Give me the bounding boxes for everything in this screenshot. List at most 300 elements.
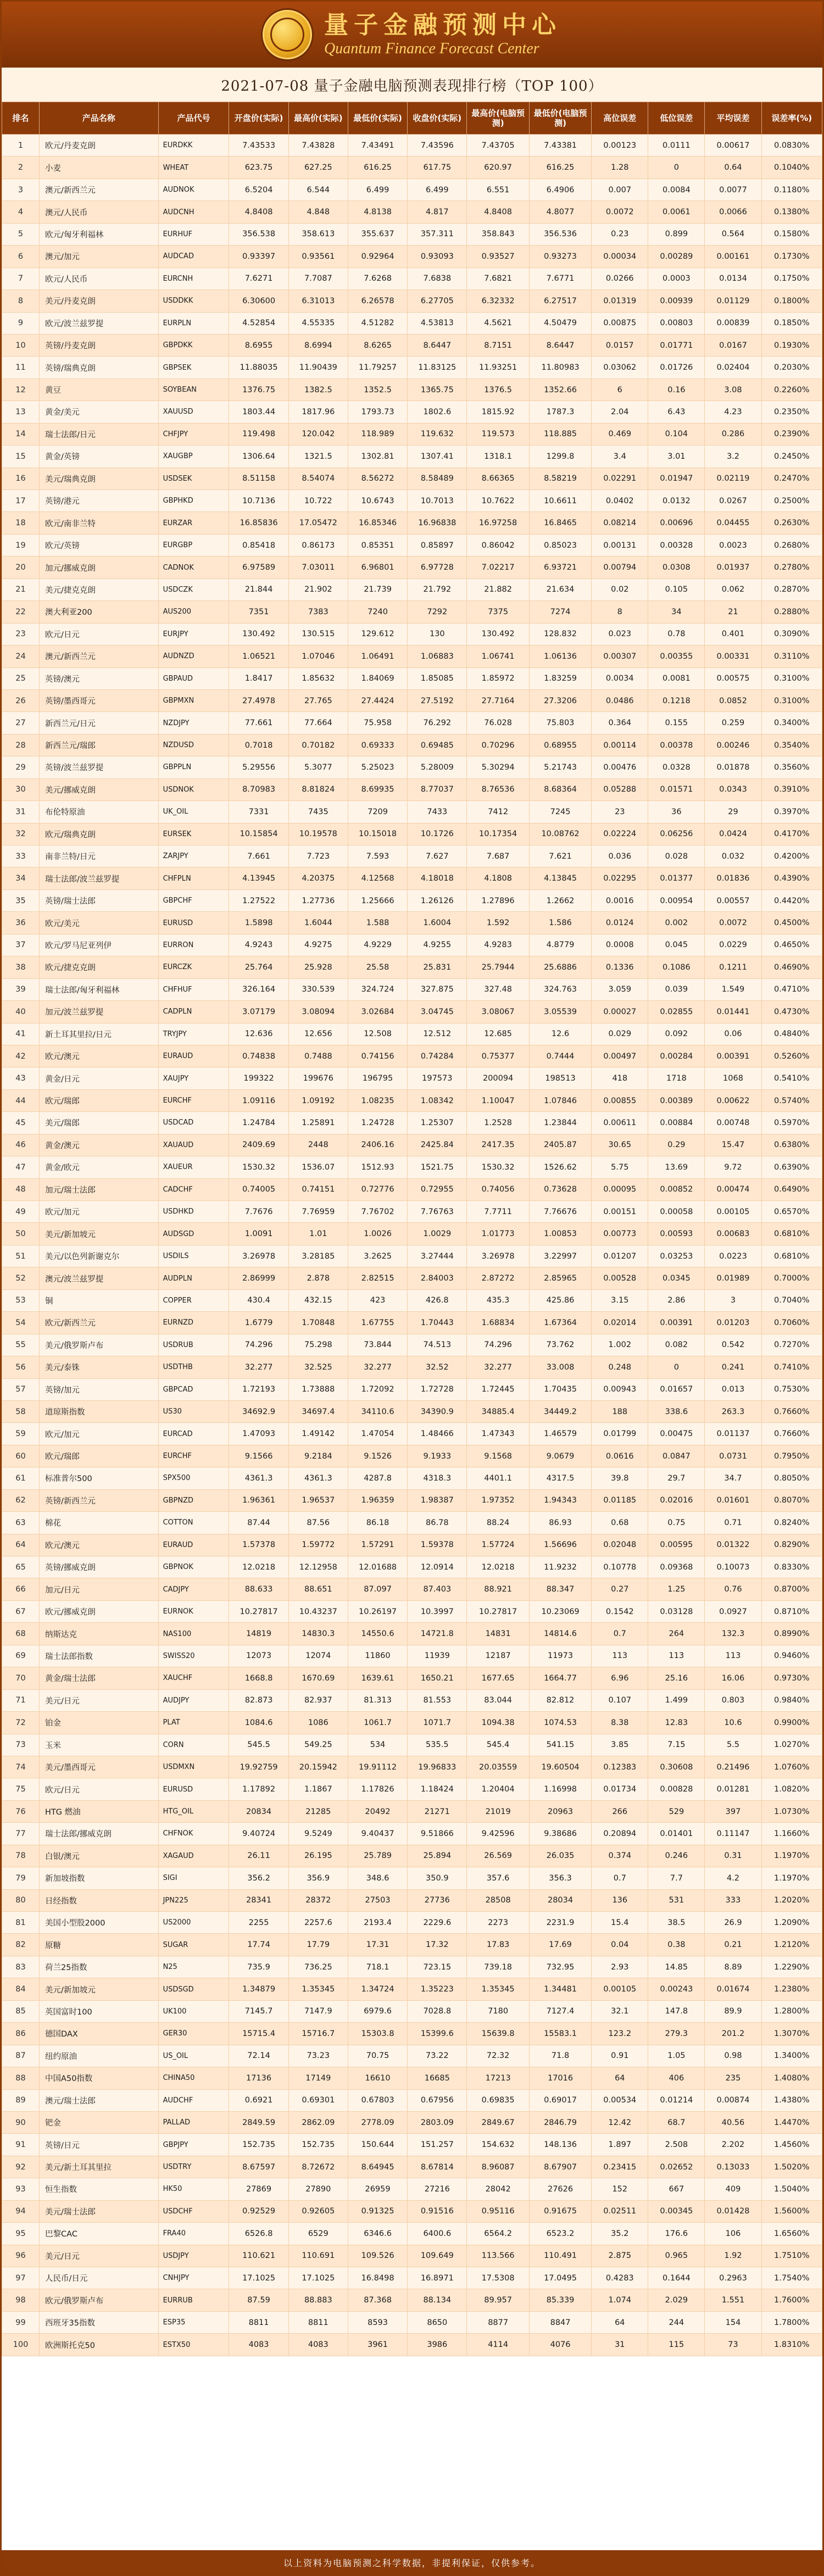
rank-cell: 86 xyxy=(2,2023,40,2045)
rank-cell: 5 xyxy=(2,223,40,245)
value-cell: 2.029 xyxy=(648,2289,705,2311)
rank-cell: 68 xyxy=(2,1623,40,1645)
table-row xyxy=(2,534,822,556)
value-cell: 16.8465 xyxy=(529,512,591,534)
value-cell: 3.08067 xyxy=(467,1001,529,1023)
product-name-cell: 加元/波兰兹罗提 xyxy=(40,1001,159,1023)
value-cell: 17.74 xyxy=(229,1934,288,1956)
value-cell: 14830.3 xyxy=(288,1623,348,1645)
product-name-cell: 黄金/日元 xyxy=(40,1067,159,1089)
value-cell: 0.76 xyxy=(705,1578,761,1600)
value-cell: 0.85023 xyxy=(529,534,591,556)
value-cell: 7.7676 xyxy=(229,1201,288,1223)
brand-title-en: Quantum Finance Forecast Center xyxy=(324,40,539,57)
table-row xyxy=(2,401,822,423)
value-cell: 1.27736 xyxy=(288,889,348,911)
value-cell: 0.11147 xyxy=(705,1823,761,1845)
product-name-cell: 美元/泰铢 xyxy=(40,1356,159,1378)
rank-cell: 72 xyxy=(2,1712,40,1734)
value-cell: 1.97352 xyxy=(467,1489,529,1511)
value-cell: 0.69485 xyxy=(408,734,467,756)
value-cell: 0.00058 xyxy=(648,1201,705,1223)
rank-cell: 21 xyxy=(2,578,40,600)
value-cell: 0.03062 xyxy=(592,357,648,379)
value-cell: 34885.4 xyxy=(467,1400,529,1422)
value-cell: 38.5 xyxy=(648,1912,705,1934)
value-cell: 6526.8 xyxy=(229,2223,288,2245)
product-code-cell: GER30 xyxy=(158,2023,229,2045)
rank-cell: 6 xyxy=(2,246,40,268)
value-cell: 12.01688 xyxy=(348,1556,407,1578)
value-cell: 0.6570% xyxy=(761,1201,822,1223)
table-row xyxy=(2,1156,822,1178)
product-name-cell: 黄豆 xyxy=(40,379,159,400)
value-cell: 87.368 xyxy=(348,2289,407,2311)
value-cell: 1.01 xyxy=(288,1223,348,1245)
value-cell: 0.10073 xyxy=(705,1556,761,1578)
value-cell: 1.18424 xyxy=(408,1778,467,1800)
value-cell: 10.6743 xyxy=(348,490,407,512)
product-code-cell: N25 xyxy=(158,1956,229,1978)
table-row xyxy=(2,1800,822,1822)
value-cell: 0.93093 xyxy=(408,246,467,268)
value-cell: 9.0679 xyxy=(529,1445,591,1467)
value-cell: 3 xyxy=(705,1289,761,1311)
value-cell: 0.7488 xyxy=(288,1045,348,1067)
value-cell: 128.832 xyxy=(529,623,591,645)
value-cell: 0.04 xyxy=(592,1934,648,1956)
value-cell: 356.2 xyxy=(229,1867,288,1889)
value-cell: 1.96361 xyxy=(229,1489,288,1511)
value-cell: 6 xyxy=(592,379,648,400)
rank-cell: 78 xyxy=(2,1845,40,1867)
product-code-cell: EURNOK xyxy=(158,1600,229,1622)
value-cell: 3.26978 xyxy=(229,1245,288,1267)
value-cell: 9.42596 xyxy=(467,1823,529,1845)
value-cell: 0.09368 xyxy=(648,1556,705,1578)
rank-cell: 87 xyxy=(2,2045,40,2067)
product-code-cell: GBPNZD xyxy=(158,1489,229,1511)
product-code-cell: US30 xyxy=(158,1400,229,1422)
value-cell: 1.2120% xyxy=(761,1934,822,1956)
value-cell: 82.937 xyxy=(288,1689,348,1711)
product-name-cell: 黄金/澳元 xyxy=(40,1134,159,1156)
value-cell: 330.539 xyxy=(288,978,348,1000)
value-cell: 12.12958 xyxy=(288,1556,348,1578)
value-cell: 147.8 xyxy=(648,2000,705,2022)
value-cell: 338.6 xyxy=(648,1400,705,1422)
value-cell: 21.739 xyxy=(348,578,407,600)
rank-cell: 52 xyxy=(2,1267,40,1289)
value-cell: 1.85632 xyxy=(288,667,348,689)
value-cell: 0.1730% xyxy=(761,246,822,268)
value-cell: 1.70443 xyxy=(408,1312,467,1334)
product-code-cell: TRYJPY xyxy=(158,1023,229,1045)
product-code-cell: XAGAUD xyxy=(158,1845,229,1867)
product-name-cell: 欧元/加元 xyxy=(40,1201,159,1223)
value-cell: 333 xyxy=(705,1889,761,1911)
value-cell: 7.43491 xyxy=(348,135,407,157)
value-cell: 4.20375 xyxy=(288,867,348,889)
value-cell: 0.0308 xyxy=(648,557,705,578)
value-cell: 35.2 xyxy=(592,2223,648,2245)
value-cell: 0.036 xyxy=(592,845,648,867)
value-cell: 150.644 xyxy=(348,2134,407,2156)
value-cell: 0.364 xyxy=(592,712,648,734)
value-cell: 397 xyxy=(705,1800,761,1822)
value-cell: 627.25 xyxy=(288,157,348,179)
value-cell: 0.0731 xyxy=(705,1445,761,1467)
value-cell: 0.00696 xyxy=(648,512,705,534)
value-cell: 2.04 xyxy=(592,401,648,423)
value-cell: 5.30294 xyxy=(467,756,529,778)
product-name-cell: 美元/新加坡元 xyxy=(40,1223,159,1245)
value-cell: 0.1086 xyxy=(648,956,705,978)
product-name-cell: 瑞士法郎/波兰兹罗提 xyxy=(40,867,159,889)
value-cell: 0.0267 xyxy=(705,490,761,512)
product-name-cell: 欧洲斯托克50 xyxy=(40,2334,159,2356)
value-cell: 0.7018 xyxy=(229,734,288,756)
value-cell: 14.85 xyxy=(648,1956,705,1978)
value-cell: 1.98387 xyxy=(408,1489,467,1511)
value-cell: 86.18 xyxy=(348,1512,407,1534)
value-cell: 199676 xyxy=(288,1067,348,1089)
value-cell: 358.613 xyxy=(288,223,348,245)
value-cell: 1664.77 xyxy=(529,1667,591,1689)
value-cell: 17.1025 xyxy=(229,2267,288,2289)
value-cell: 21.792 xyxy=(408,578,467,600)
table-row xyxy=(2,1845,822,1867)
product-name-cell: 新加坡指数 xyxy=(40,1867,159,1889)
value-cell: 23 xyxy=(592,801,648,823)
value-cell: 0.2630% xyxy=(761,512,822,534)
value-cell: 2.508 xyxy=(648,2134,705,2156)
table-row xyxy=(2,2178,822,2200)
value-cell: 0.9900% xyxy=(761,1712,822,1734)
value-cell: 6523.2 xyxy=(529,2223,591,2245)
value-cell: 1.94343 xyxy=(529,1489,591,1511)
value-cell: 3.08 xyxy=(705,379,761,400)
product-name-cell: 欧元/美元 xyxy=(40,912,159,934)
value-cell: 0.00939 xyxy=(648,290,705,312)
table-row xyxy=(2,135,822,157)
product-name-cell: 英镑/丹麦克朗 xyxy=(40,334,159,356)
table-row xyxy=(2,867,822,889)
value-cell: 7.7087 xyxy=(288,268,348,290)
value-cell: 0.899 xyxy=(648,223,705,245)
table-row xyxy=(2,2223,822,2245)
value-cell: 1.20404 xyxy=(467,1778,529,1800)
value-cell: 616.25 xyxy=(529,157,591,179)
value-cell: 0.00034 xyxy=(592,246,648,268)
product-code-cell: EURCAD xyxy=(158,1423,229,1445)
table-row xyxy=(2,1956,822,1978)
value-cell: 0.7060% xyxy=(761,1312,822,1334)
value-cell: 1.28 xyxy=(592,157,648,179)
value-cell: 11.93251 xyxy=(467,357,529,379)
value-cell: 1.0270% xyxy=(761,1734,822,1756)
value-cell: 1.25666 xyxy=(348,889,407,911)
value-cell: 20.03559 xyxy=(467,1756,529,1778)
value-cell: 8.56272 xyxy=(348,468,407,489)
rank-cell: 70 xyxy=(2,1667,40,1689)
value-cell: 130.492 xyxy=(229,623,288,645)
product-code-cell: USDILS xyxy=(158,1245,229,1267)
value-cell: 0.91325 xyxy=(348,2200,407,2222)
value-cell: 81.313 xyxy=(348,1689,407,1711)
value-cell: 1.2090% xyxy=(761,1912,822,1934)
value-cell: 6.551 xyxy=(467,179,529,201)
table-row xyxy=(2,1756,822,1778)
product-name-cell: 英镑/日元 xyxy=(40,2134,159,2156)
value-cell: 4.50479 xyxy=(529,312,591,334)
rank-cell: 66 xyxy=(2,1578,40,1600)
value-cell: 2229.6 xyxy=(408,1912,467,1934)
value-cell: 358.843 xyxy=(467,223,529,245)
value-cell: 9.1933 xyxy=(408,1445,467,1467)
value-cell: 88.24 xyxy=(467,1512,529,1534)
product-name-cell: 瑞士法郎/挪威克朗 xyxy=(40,1823,159,1845)
value-cell: 1.1970% xyxy=(761,1845,822,1867)
value-cell: 27890 xyxy=(288,2178,348,2200)
product-code-cell: GBPSEK xyxy=(158,357,229,379)
rank-cell: 19 xyxy=(2,534,40,556)
value-cell: 0.062 xyxy=(705,578,761,600)
product-code-cell: ESTX50 xyxy=(158,2334,229,2356)
value-cell: 4.8138 xyxy=(348,201,407,223)
value-cell: 113 xyxy=(592,1645,648,1667)
product-code-cell: EURSEK xyxy=(158,823,229,845)
product-code-cell: AUDCAD xyxy=(158,246,229,268)
value-cell: 1.5600% xyxy=(761,2200,822,2222)
value-cell: 16.8971 xyxy=(408,2267,467,2289)
table-row xyxy=(2,1001,822,1023)
value-cell: 4.9283 xyxy=(467,934,529,956)
value-cell: 1718 xyxy=(648,1067,705,1089)
value-cell: 0.85897 xyxy=(408,534,467,556)
table-row xyxy=(2,334,822,356)
value-cell: 26.11 xyxy=(229,1845,288,1867)
product-code-cell: AUDNOK xyxy=(158,179,229,201)
rank-cell: 100 xyxy=(2,2334,40,2356)
value-cell: 623.75 xyxy=(229,157,288,179)
rank-cell: 22 xyxy=(2,601,40,623)
value-cell: 2405.87 xyxy=(529,1134,591,1156)
value-cell: 7028.8 xyxy=(408,2000,467,2022)
value-cell: 1.24728 xyxy=(348,1112,407,1134)
value-cell: 2257.6 xyxy=(288,1912,348,1934)
value-cell: 14550.6 xyxy=(348,1623,407,1645)
rank-cell: 47 xyxy=(2,1156,40,1178)
value-cell: 4.52854 xyxy=(229,312,288,334)
value-cell: 10.23069 xyxy=(529,1600,591,1622)
value-cell: 0.02855 xyxy=(648,1001,705,1023)
product-name-cell: 欧元/瑞郎 xyxy=(40,1445,159,1467)
value-cell: 0.00875 xyxy=(592,312,648,334)
value-cell: 0.155 xyxy=(648,712,705,734)
value-cell: 7.6271 xyxy=(229,268,288,290)
value-cell: 0.01214 xyxy=(648,2089,705,2111)
value-cell: 154.632 xyxy=(467,2134,529,2156)
value-cell: 0.6380% xyxy=(761,1134,822,1156)
value-cell: 25.831 xyxy=(408,956,467,978)
value-cell: 5.25023 xyxy=(348,756,407,778)
value-cell: 34390.9 xyxy=(408,1400,467,1422)
value-cell: 16.97258 xyxy=(467,512,529,534)
value-cell: 10.43237 xyxy=(288,1600,348,1622)
value-cell: 0.92964 xyxy=(348,246,407,268)
value-cell: 7.76959 xyxy=(288,1201,348,1223)
value-cell: 6.93721 xyxy=(529,557,591,578)
product-name-cell: 美元/捷克克朗 xyxy=(40,578,159,600)
value-cell: 176.6 xyxy=(648,2223,705,2245)
value-cell: 8.7151 xyxy=(467,334,529,356)
value-cell: 1.25307 xyxy=(408,1112,467,1134)
product-name-cell: 美国小型股2000 xyxy=(40,1912,159,1934)
value-cell: 0.38 xyxy=(648,1934,705,1956)
rank-cell: 37 xyxy=(2,934,40,956)
value-cell: 34 xyxy=(648,601,705,623)
value-cell: 4.9243 xyxy=(229,934,288,956)
value-cell: 7.43596 xyxy=(408,135,467,157)
value-cell: 1530.32 xyxy=(467,1156,529,1178)
value-cell: 9.1568 xyxy=(467,1445,529,1467)
value-cell: 0.00794 xyxy=(592,557,648,578)
table-row xyxy=(2,1445,822,1467)
value-cell: 2406.16 xyxy=(348,1134,407,1156)
value-cell: 6979.6 xyxy=(348,2000,407,2022)
product-code-cell: JPN225 xyxy=(158,1889,229,1911)
value-cell: 1061.7 xyxy=(348,1712,407,1734)
product-code-cell: USDRUB xyxy=(158,1334,229,1356)
value-cell: 620.97 xyxy=(467,157,529,179)
value-cell: 1803.44 xyxy=(229,401,288,423)
value-cell: 0.542 xyxy=(705,1334,761,1356)
value-cell: 0.0072 xyxy=(705,912,761,934)
value-cell: 0.2680% xyxy=(761,534,822,556)
value-cell: 0.0223 xyxy=(705,1245,761,1267)
product-name-cell: 黄金/美元 xyxy=(40,401,159,423)
value-cell: 2193.4 xyxy=(348,1912,407,1934)
value-cell: 7209 xyxy=(348,801,407,823)
table-row xyxy=(2,1223,822,1245)
value-cell: 0.00345 xyxy=(648,2200,705,2222)
rank-cell: 33 xyxy=(2,845,40,867)
value-cell: 10.7136 xyxy=(229,490,288,512)
product-name-cell: 道琼斯指数 xyxy=(40,1400,159,1422)
value-cell: 75.298 xyxy=(288,1334,348,1356)
product-code-cell: CNHJPY xyxy=(158,2267,229,2289)
table-row xyxy=(2,1023,822,1045)
value-cell: 0.78 xyxy=(648,623,705,645)
column-header: 最低价(电脑预测) xyxy=(529,102,591,135)
value-cell: 0.401 xyxy=(705,623,761,645)
value-cell: 0.00243 xyxy=(648,1978,705,2000)
value-cell: 15303.8 xyxy=(348,2023,407,2045)
value-cell: 1318.1 xyxy=(467,446,529,468)
value-cell: 7.7711 xyxy=(467,1201,529,1223)
value-cell: 19.91112 xyxy=(348,1756,407,1778)
rank-cell: 44 xyxy=(2,1089,40,1111)
product-name-cell: 玉米 xyxy=(40,1734,159,1756)
value-cell: 0.0111 xyxy=(648,135,705,157)
value-cell: 0.1580% xyxy=(761,223,822,245)
product-name-cell: 黄金/瑞士法郎 xyxy=(40,1667,159,1689)
value-cell: 356.9 xyxy=(288,1867,348,1889)
value-cell: 0.85351 xyxy=(348,534,407,556)
table-row xyxy=(2,2111,822,2133)
value-cell: 1.05 xyxy=(648,2045,705,2067)
value-cell: 4076 xyxy=(529,2334,591,2356)
product-name-cell: 欧元/波兰兹罗提 xyxy=(40,312,159,334)
product-code-cell: GBPCAD xyxy=(158,1378,229,1400)
rank-cell: 74 xyxy=(2,1756,40,1778)
value-cell: 0.20894 xyxy=(592,1823,648,1845)
value-cell: 1.16998 xyxy=(529,1778,591,1800)
value-cell: 0.00307 xyxy=(592,646,648,667)
value-cell: 0.028 xyxy=(648,845,705,867)
value-cell: 21271 xyxy=(408,1800,467,1822)
value-cell: 31 xyxy=(592,2334,648,2356)
product-code-cell: USDTHB xyxy=(158,1356,229,1378)
value-cell: 12.636 xyxy=(229,1023,288,1045)
table-row xyxy=(2,1134,822,1156)
rank-cell: 11 xyxy=(2,357,40,379)
table-row xyxy=(2,1512,822,1534)
value-cell: 6.96 xyxy=(592,1667,648,1689)
page-subtitle: 2021-07-08 量子金融电脑预测表现排行榜（TOP 100） xyxy=(2,68,822,102)
rank-cell: 50 xyxy=(2,1223,40,1245)
value-cell: 9.40724 xyxy=(229,1823,288,1845)
value-cell: 0.1542 xyxy=(592,1600,648,1622)
value-cell: 1.72193 xyxy=(229,1378,288,1400)
value-cell: 0.01657 xyxy=(648,1378,705,1400)
value-cell: 7.43381 xyxy=(529,135,591,157)
value-cell: 0.93397 xyxy=(229,246,288,268)
rank-cell: 83 xyxy=(2,1956,40,1978)
value-cell: 0.6490% xyxy=(761,1178,822,1200)
value-cell: 1.17892 xyxy=(229,1778,288,1800)
value-cell: 0.2030% xyxy=(761,357,822,379)
value-cell: 2849.59 xyxy=(229,2111,288,2133)
rank-cell: 55 xyxy=(2,1334,40,1356)
value-cell: 8.67597 xyxy=(229,2156,288,2178)
value-cell: 9.5249 xyxy=(288,1823,348,1845)
value-cell: 0.104 xyxy=(648,423,705,445)
value-cell: 1.70435 xyxy=(529,1378,591,1400)
value-cell: 0.00378 xyxy=(648,734,705,756)
value-cell: 0.0124 xyxy=(592,912,648,934)
value-cell: 8.6265 xyxy=(348,334,407,356)
rank-cell: 95 xyxy=(2,2223,40,2245)
table-row xyxy=(2,623,822,645)
value-cell: 3.26978 xyxy=(467,1245,529,1267)
value-cell: 2448 xyxy=(288,1134,348,1156)
value-cell: 2.87272 xyxy=(467,1267,529,1289)
value-cell: 0.5740% xyxy=(761,1089,822,1111)
product-name-cell: 澳元/人民币 xyxy=(40,201,159,223)
rank-cell: 8 xyxy=(2,290,40,312)
value-cell: 324.724 xyxy=(348,978,407,1000)
product-name-cell: 欧元/挪威克朗 xyxy=(40,1600,159,1622)
value-cell: 0.107 xyxy=(592,1689,648,1711)
value-cell: 7.43705 xyxy=(467,135,529,157)
value-cell: 0.1380% xyxy=(761,201,822,223)
value-cell: 0 xyxy=(648,157,705,179)
rank-cell: 76 xyxy=(2,1800,40,1822)
product-code-cell: EURCZK xyxy=(158,956,229,978)
value-cell: 1802.6 xyxy=(408,401,467,423)
